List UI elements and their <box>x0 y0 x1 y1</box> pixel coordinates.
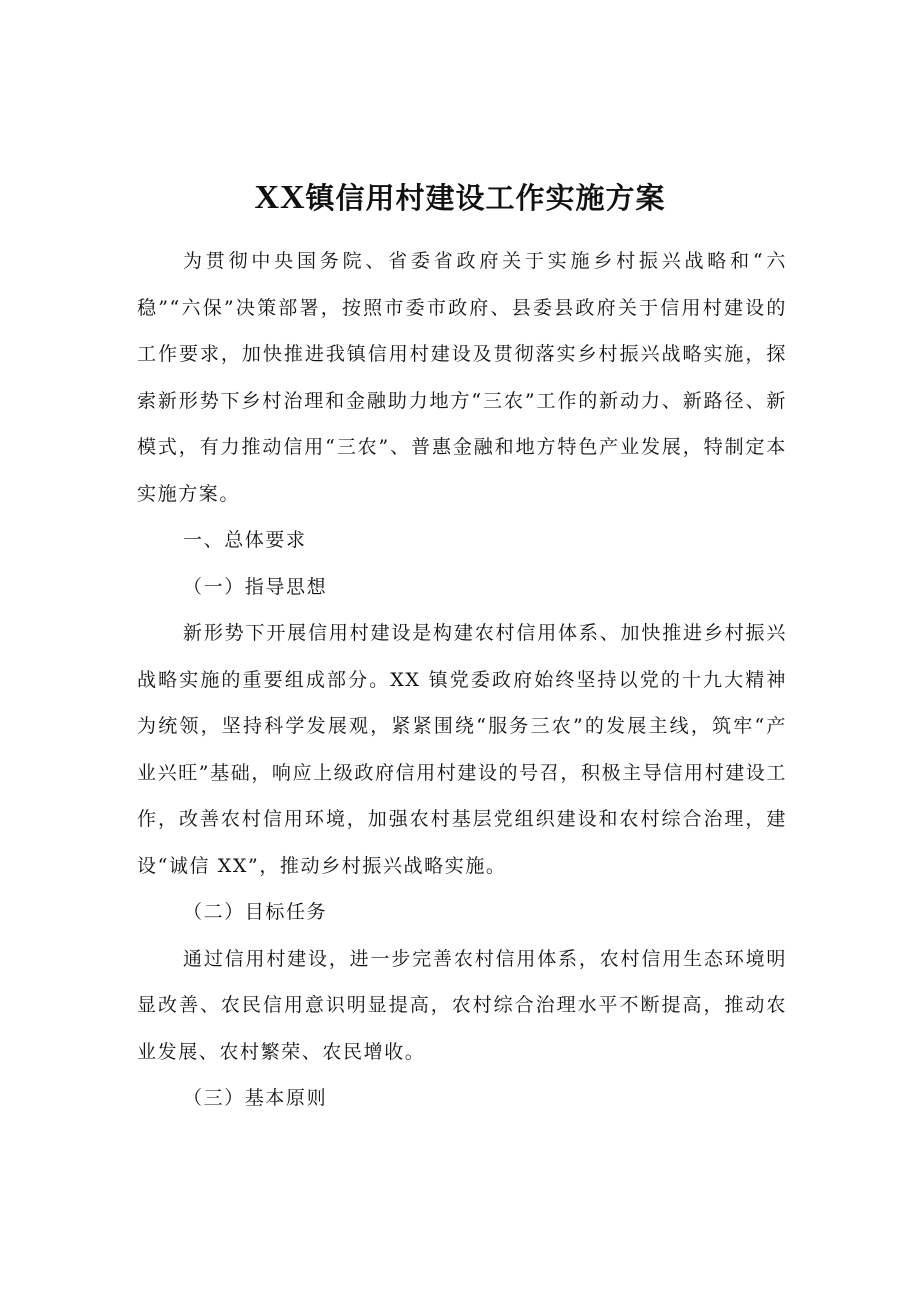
intro-paragraph: 为贯彻中央国务院、省委省政府关于实施乡村振兴战略和“六稳”“六保”决策部署，按照市委市政府、县委县政府关于信用村建设的工作要求，加快推进我镇信用村建设及贯彻落实乡村振兴战略实施，探索新形势下乡村治理和金融助力地方“三农”工作的新动力、新路径、新模式，有力推动信用“三农”、普惠金融和地方特色产业发展，特制定本实施方案。 <box>137 250 787 505</box>
document-title <box>0 176 920 220</box>
title-prefix: XX <box>254 179 306 216</box>
subsection-heading-basic-principles: （三）基本原则 <box>183 1087 328 1109</box>
subsection-heading-guiding-ideology: （一）指导思想 <box>183 575 328 598</box>
guiding-ideology-paragraph: 新形势下开展信用村建设是构建农村信用体系、加快推进乡村振兴战略实施的重要组成部分。XX 镇党委政府始终坚持以党的十九大精神为统领，坚持科学发展观，紧紧围绕“服务三农”的发展主线，筑牢“产业兴旺”基础，响应上级政府信用村建设的号召，积极主导信用村建设工作，改善农村信用环境，加强农村基层党组织建设和农村综合治理，建设“诚信 XX”，推动乡村振兴战略实施。 <box>137 622 787 877</box>
section-heading-general-requirements: 一、总体要求 <box>183 529 307 551</box>
objectives-paragraph: 通过信用村建设，进一步完善农村信用体系，农村信用生态环境明显改善、农民信用意识明显提高，农村综合治理水平不断提高，推动农业发展、农村繁荣、农民增收。 <box>137 947 787 1063</box>
document-body <box>137 238 787 1122</box>
subsection-heading-objectives: （二）目标任务 <box>183 901 328 923</box>
title-rest: 镇信用村建设工作实施方案 <box>305 181 666 215</box>
